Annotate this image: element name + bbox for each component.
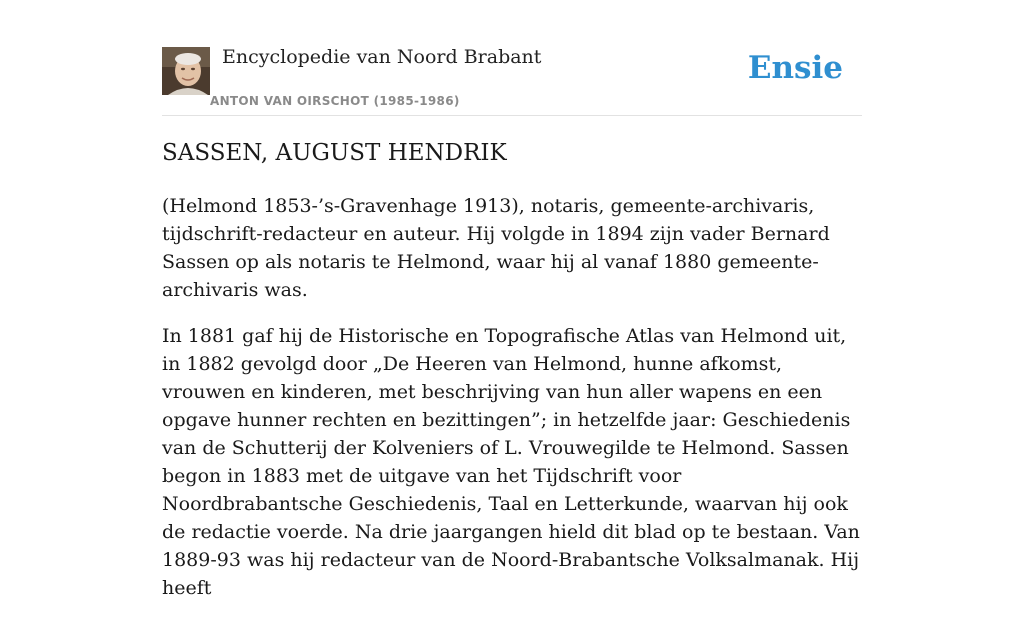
avatar[interactable]: [162, 47, 210, 95]
article-paragraph: (Helmond 1853-’s-Gravenhage 1913), notaris, gemeente-archivaris, tijdschrift-redacteur en auteur. Hij volgde in 1894 zijn vader Bernard Sassen op als notaris te Helmond, waar hij al vanaf 1880 gemeente-archivaris was.: [162, 195, 830, 301]
article-body: [162, 192, 862, 620]
source-header: [162, 44, 862, 116]
source-title[interactable]: Encyclopedie van Noord Brabant: [222, 46, 542, 68]
author-portrait-icon: [162, 47, 210, 95]
source-author[interactable]: ANTON VAN OIRSCHOT (1985-1986): [210, 94, 460, 108]
ensie-logo[interactable]: Ensie: [747, 50, 843, 86]
article-headword: SASSEN, AUGUST HENDRIK: [162, 140, 507, 166]
article-paragraph: In 1881 gaf hij de Historische en Topografische Atlas van Helmond uit, in 1882 gevolgd door „De Heeren van Helmond, hunne afkomst, vrouwen en kinderen, met beschrijving van hun aller wapens en een opgave hunner rechten en bezittingen”; in hetzelfde jaar: Geschiedenis van de Schutterij der Kolveniers of L. Vrouwegilde te Helmond. Sassen begon in 1883 met de uitgave van het Tijdschrift voor Noordbrabantsche Geschiedenis, Taal en Letterkunde, waarvan hij ook de redactie voerde. Na drie jaargangen hield dit blad op te bestaan. Van 1889-93 was hij redacteur van de Noord-Brabantsche Volksalmanak. Hij heeft: [162, 325, 860, 599]
